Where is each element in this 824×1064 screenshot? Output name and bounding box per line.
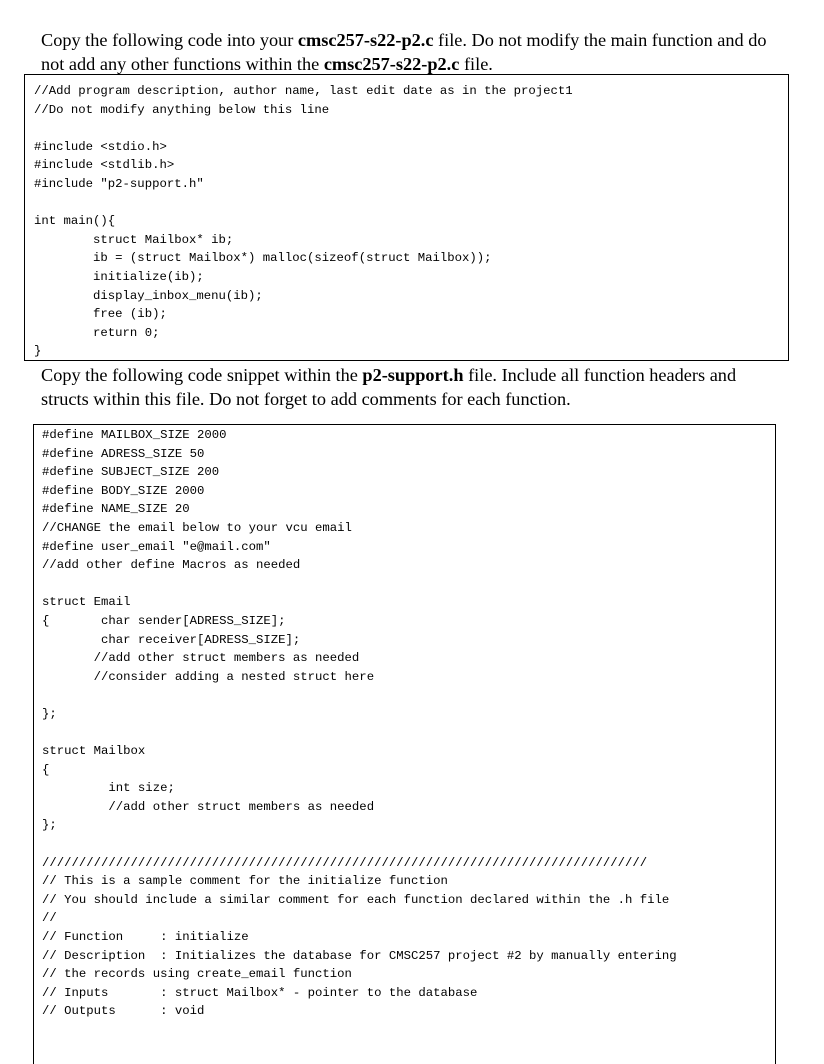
instruction-paragraph-header-file bbox=[41, 363, 786, 411]
filename-c: cmsc257-s22-p2.c bbox=[297, 30, 434, 50]
instruction-text: Copy the following code snippet within the bbox=[41, 365, 363, 385]
instruction-text: Copy the following code into your bbox=[41, 30, 298, 50]
header-code-listing: #define MAILBOX_SIZE 2000 #define ADRESS_SIZE 50 #define SUBJECT_SIZE 200 #define BODY_SIZE 2000 #define NAME_SIZE 20 //CHANGE the email below to your vcu email #define user_email "e@mail.com" //add other define Macros as needed struct Email { char sender[ADRESS_SIZE]; char receiver[ADRESS_SIZE]; //add other struct members as needed //consider adding a nested struct here }; struct Mailbox { int size; //add other struct members as needed }; ////////////////////////////////////////////////////////////////////////////////// // This is a sample comment for the initialize function // You should include a similar comment for each function declared within the .h file // // Function : initialize // Description : Initializes the database for CMSC257 project #2 by manually entering // the records using create_email function // Inputs : struct Mailbox* - pointer to the database // Outputs : void bbox=[42, 428, 677, 1019]
header-code-box bbox=[33, 424, 776, 1064]
main-code-box bbox=[24, 74, 789, 361]
instruction-text: file. bbox=[459, 54, 493, 74]
main-code-listing: //Add program description, author name, last edit date as in the project1 //Do not modify anything below this line #include <stdio.h> #include <stdlib.h> #include "p2-support.h" int main(){ struct Mailbox* ib; ib = (struct Mailbox*) malloc(sizeof(struct Mailbox)); initialize(ib); display_inbox_menu(ib); free (ib); return 0; } bbox=[34, 84, 573, 359]
instruction-paragraph-main-file bbox=[41, 28, 786, 76]
filename-c: cmsc257-s22-p2.c bbox=[323, 54, 460, 74]
instruction-text: file. Include all function headers and structs within this file. Do not forget to add comments for each function. bbox=[41, 365, 737, 409]
filename-h: p2-support.h bbox=[362, 365, 464, 385]
instruction-text: file. Do not modify the main function and do not add any other functions within the bbox=[41, 30, 767, 74]
